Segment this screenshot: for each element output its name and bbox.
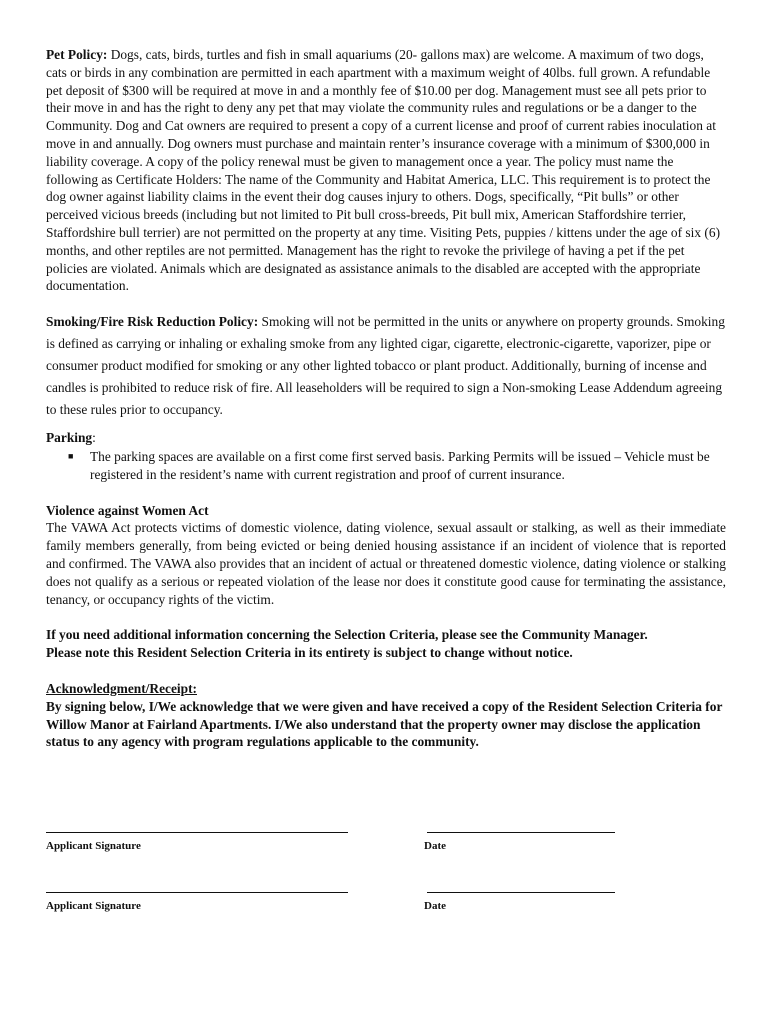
acknowledgment-text: By signing below, I/We acknowledge that we were given and have received a copy of the Resident Selection Criteria for Willow Manor at Fairland Apartments. I/We also understand that the property owner may disclose the application status to any agency with program regulations applicable to the community. (46, 698, 723, 750)
applicant-signature-label: Applicant Signature (46, 840, 141, 852)
document-page (46, 46, 726, 751)
pet-policy-section (46, 46, 726, 295)
contact-notice-line2: Please note this Resident Selection Criteria in its entirety is subject to change without notice. (46, 645, 573, 661)
vawa-heading: Violence against Women Act (46, 502, 209, 518)
applicant-signature-line[interactable] (46, 832, 348, 833)
square-bullet-icon: ■ (68, 450, 74, 461)
parking-heading-colon: : (92, 430, 96, 446)
applicant-signature-label: Applicant Signature (46, 900, 141, 912)
parking-section (46, 429, 726, 483)
applicant-signature-line[interactable] (46, 892, 348, 893)
parking-heading: Parking (46, 430, 93, 446)
vawa-section (46, 502, 726, 609)
acknowledgment-heading: Acknowledgment/Receipt: (46, 680, 197, 696)
signature-row (46, 832, 726, 892)
date-label: Date (424, 900, 446, 912)
pet-policy-text: Dogs, cats, birds, turtles and fish in small aquariums (20- gallons max) are welcome. A maximum of two dogs, cats or birds in any combination are permitted in each apartment with a maximum weight of 40lbs. full grown. A refundable pet deposit of $300 will be required at move in and a monthly fee of $10.00 per dog. Management must see all pets prior to their move in and has the right to deny any pet that may violate the community rules and regulations or be a danger to the Community. Dog and Cat owners are required to present a copy of a current license and proof of current rabies inoculation at move in and annually. Dog owners must purchase and maintain renter’s insurance coverage with a minimum of $300,000 in liability coverage. A copy of the policy renewal must be given to management once a year. The policy must name the following as Certificate Holders: The name of the Community and Habitat America, LLC. This requirement is to protect the dog owner against liability claims in the event their dog causes injury to others. Dogs, specifically, “Pit bulls” or other perceived vicious breeds (including but not limited to Pit bull cross-breeds, Pit bull mix, American Staffordshire terrier, Staffordshire bull terrier) are not permitted on the property at any time. Visiting Pets, puppies / kittens under the age of six (6) months, and other reptiles are not permitted. Management has the right to revoke the privilege of having a pet if the pet policies are violated. Animals which are designated as assistance animals to the disabled are accepted with the appropriate documentation. (46, 47, 721, 294)
pet-policy-heading: Pet Policy: (46, 47, 108, 62)
date-line[interactable] (427, 892, 615, 893)
smoking-policy-section (46, 311, 726, 421)
vawa-text: The VAWA Act protects victims of domestic violence, dating violence, sexual assault or stalking, as well as their immediate family members generally, from being evicted or being denied housing assistance if an incident of violence that is reported and confirmed. The VAWA also provides that an incident of actual or threatened domestic violence, dating violence or stalking does not qualify as a serious or repeated violation of the lease nor does it constitute good cause for terminating the assistance, tenancy, or occupancy rights of the victim. (46, 520, 726, 607)
smoking-policy-heading: Smoking/Fire Risk Reduction Policy: (46, 314, 259, 330)
parking-item-text: The parking spaces are available on a first come first served basis. Parking Permits will be issued – Vehicle must be registered in the resident’s name with current registration and proof of current insurance. (90, 448, 710, 482)
date-label: Date (424, 840, 446, 852)
smoking-policy-text: Smoking will not be permitted in the units or anywhere on property grounds. Smoking is defined as carrying or inhaling or exhaling smoke from any lighted cigar, cigarette, electronic-cigarette, vaporizer, pipe or consumer product modified for smoking or any other lighted tobacco or plant product. Additionally, burning of incense and candles is prohibited to reduce risk of fire. All leaseholders will be required to sign a Non-smoking Lease Addendum agreeing to these rules prior to occupancy. (46, 314, 725, 418)
contact-notice (46, 626, 726, 662)
signature-block (46, 832, 726, 952)
date-line[interactable] (427, 832, 615, 833)
acknowledgment-section (46, 680, 726, 751)
parking-list-item (68, 448, 726, 484)
contact-notice-line1: If you need additional information concerning the Selection Criteria, please see the Community Manager. (46, 627, 648, 643)
signature-row (46, 892, 726, 952)
